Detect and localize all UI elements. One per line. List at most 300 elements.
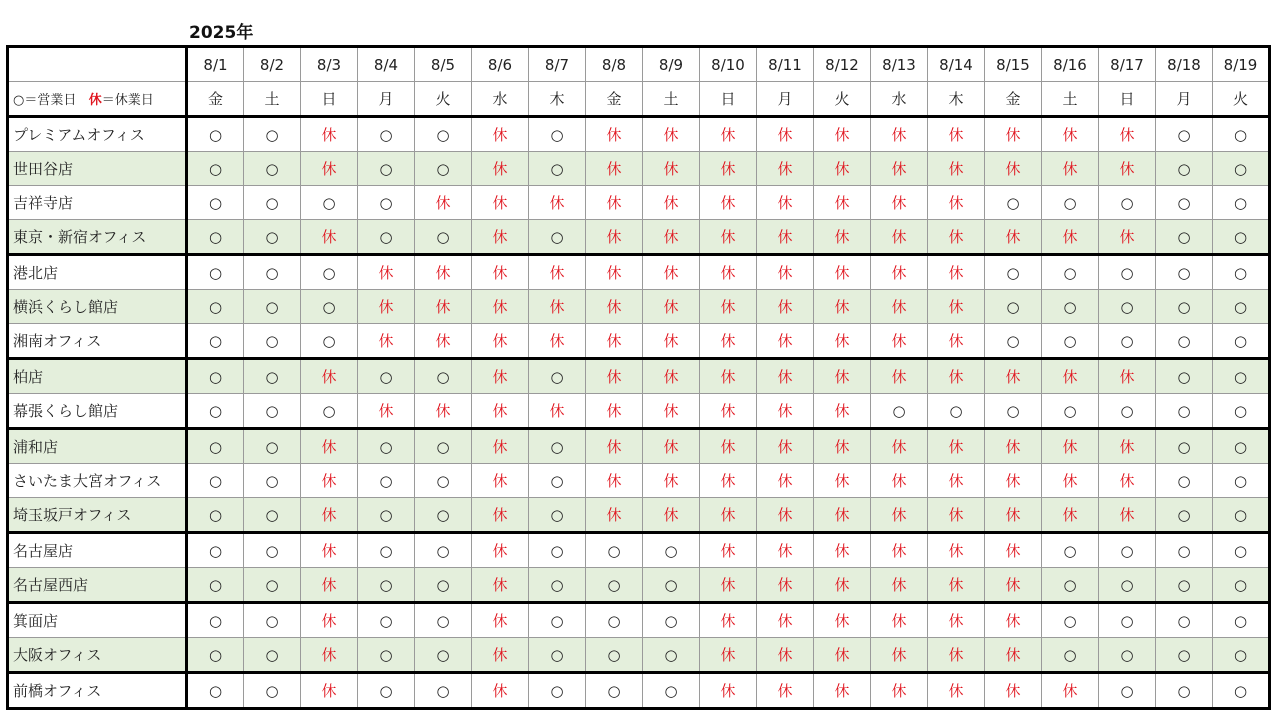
closed-day-cell: 休 <box>814 359 871 394</box>
weekday-header: 日 <box>700 82 757 117</box>
closed-day-cell: 休 <box>301 638 358 673</box>
open-day-cell: ○ <box>187 568 244 603</box>
closed-day-cell: 休 <box>472 533 529 568</box>
office-row <box>8 220 1270 255</box>
closed-day-cell: 休 <box>928 464 985 498</box>
closed-day-cell: 休 <box>472 429 529 464</box>
closed-day-cell: 休 <box>814 394 871 429</box>
closed-day-cell: 休 <box>928 429 985 464</box>
weekday-header: 木 <box>529 82 586 117</box>
closed-day-cell: 休 <box>871 498 928 533</box>
open-day-cell: ○ <box>187 152 244 186</box>
closed-day-cell: 休 <box>700 533 757 568</box>
closed-day-cell: 休 <box>529 324 586 359</box>
closed-day-cell: 休 <box>700 220 757 255</box>
closed-day-cell: 休 <box>643 394 700 429</box>
weekday-header: 日 <box>1099 82 1156 117</box>
closed-day-cell: 休 <box>700 324 757 359</box>
closed-day-cell: 休 <box>301 152 358 186</box>
closed-day-cell: 休 <box>814 324 871 359</box>
open-day-cell: ○ <box>586 638 643 673</box>
open-day-cell: ○ <box>244 638 301 673</box>
closed-day-cell: 休 <box>301 533 358 568</box>
closed-day-cell: 休 <box>985 568 1042 603</box>
open-day-cell: ○ <box>1042 603 1099 638</box>
closed-day-cell: 休 <box>529 255 586 290</box>
date-header: 8/10 <box>700 47 757 82</box>
closed-day-cell: 休 <box>985 152 1042 186</box>
open-day-cell: ○ <box>358 603 415 638</box>
weekday-header: 日 <box>301 82 358 117</box>
closed-day-cell: 休 <box>871 429 928 464</box>
closed-day-cell: 休 <box>757 117 814 152</box>
open-day-cell: ○ <box>1156 152 1213 186</box>
closed-day-cell: 休 <box>757 359 814 394</box>
closed-day-cell: 休 <box>358 324 415 359</box>
date-header: 8/6 <box>472 47 529 82</box>
closed-day-cell: 休 <box>928 638 985 673</box>
open-day-cell: ○ <box>358 152 415 186</box>
open-day-cell: ○ <box>415 152 472 186</box>
closed-day-cell: 休 <box>301 498 358 533</box>
closed-day-cell: 休 <box>472 464 529 498</box>
open-day-cell: ○ <box>1099 533 1156 568</box>
open-day-cell: ○ <box>187 220 244 255</box>
closed-day-cell: 休 <box>1042 498 1099 533</box>
closed-day-cell: 休 <box>757 638 814 673</box>
closed-day-cell: 休 <box>529 290 586 324</box>
closed-day-cell: 休 <box>985 359 1042 394</box>
open-day-cell: ○ <box>985 290 1042 324</box>
office-name: 名古屋店 <box>8 533 187 568</box>
open-day-cell: ○ <box>643 603 700 638</box>
open-day-cell: ○ <box>187 290 244 324</box>
closed-day-cell: 休 <box>985 220 1042 255</box>
closed-day-cell: 休 <box>586 464 643 498</box>
open-day-cell: ○ <box>187 673 244 709</box>
open-day-cell: ○ <box>301 324 358 359</box>
open-day-cell: ○ <box>187 498 244 533</box>
open-day-cell: ○ <box>415 673 472 709</box>
open-day-cell: ○ <box>358 359 415 394</box>
closed-day-cell: 休 <box>700 290 757 324</box>
open-day-cell: ○ <box>928 394 985 429</box>
closed-day-cell: 休 <box>928 324 985 359</box>
closed-day-cell: 休 <box>1042 152 1099 186</box>
closed-day-cell: 休 <box>1042 429 1099 464</box>
closed-day-cell: 休 <box>472 152 529 186</box>
closed-day-cell: 休 <box>814 568 871 603</box>
closed-day-cell: 休 <box>871 533 928 568</box>
closed-day-cell: 休 <box>358 394 415 429</box>
open-day-cell: ○ <box>529 429 586 464</box>
open-day-cell: ○ <box>1099 186 1156 220</box>
open-day-cell: ○ <box>529 117 586 152</box>
closed-day-cell: 休 <box>928 359 985 394</box>
closed-day-cell: 休 <box>472 186 529 220</box>
open-day-cell: ○ <box>1213 324 1270 359</box>
open-day-cell: ○ <box>1213 359 1270 394</box>
office-row <box>8 290 1270 324</box>
closed-day-cell: 休 <box>700 117 757 152</box>
legend-open: ○＝営業日 <box>13 93 77 108</box>
open-day-cell: ○ <box>358 638 415 673</box>
office-row <box>8 186 1270 220</box>
closed-day-cell: 休 <box>757 255 814 290</box>
closed-day-cell: 休 <box>928 290 985 324</box>
closed-day-cell: 休 <box>301 464 358 498</box>
open-day-cell: ○ <box>1213 186 1270 220</box>
closed-day-cell: 休 <box>700 673 757 709</box>
closed-day-cell: 休 <box>1099 220 1156 255</box>
closed-day-cell: 休 <box>757 324 814 359</box>
closed-day-cell: 休 <box>985 464 1042 498</box>
office-name: 柏店 <box>8 359 187 394</box>
open-day-cell: ○ <box>1042 255 1099 290</box>
open-day-cell: ○ <box>358 464 415 498</box>
date-header: 8/9 <box>643 47 700 82</box>
office-name: さいたま大宮オフィス <box>8 464 187 498</box>
open-day-cell: ○ <box>358 533 415 568</box>
weekday-header: 月 <box>757 82 814 117</box>
closed-day-cell: 休 <box>814 255 871 290</box>
office-row <box>8 394 1270 429</box>
office-name: 横浜くらし館店 <box>8 290 187 324</box>
closed-day-cell: 休 <box>928 568 985 603</box>
closed-day-cell: 休 <box>757 394 814 429</box>
closed-day-cell: 休 <box>586 498 643 533</box>
open-day-cell: ○ <box>1156 290 1213 324</box>
open-day-cell: ○ <box>985 324 1042 359</box>
closed-day-cell: 休 <box>757 603 814 638</box>
office-row <box>8 255 1270 290</box>
closed-day-cell: 休 <box>472 117 529 152</box>
weekday-header: 金 <box>586 82 643 117</box>
open-day-cell: ○ <box>529 498 586 533</box>
office-name: 湘南オフィス <box>8 324 187 359</box>
office-row <box>8 638 1270 673</box>
closed-day-cell: 休 <box>985 638 1042 673</box>
open-day-cell: ○ <box>1099 603 1156 638</box>
closed-day-cell: 休 <box>757 673 814 709</box>
open-day-cell: ○ <box>358 673 415 709</box>
open-day-cell: ○ <box>985 255 1042 290</box>
weekday-header: 土 <box>244 82 301 117</box>
open-day-cell: ○ <box>985 186 1042 220</box>
open-day-cell: ○ <box>1213 429 1270 464</box>
closed-day-cell: 休 <box>358 290 415 324</box>
closed-day-cell: 休 <box>643 498 700 533</box>
closed-day-cell: 休 <box>1042 673 1099 709</box>
open-day-cell: ○ <box>1042 638 1099 673</box>
closed-day-cell: 休 <box>1042 117 1099 152</box>
legend-closed-text: ＝休業日 <box>101 93 154 108</box>
closed-day-cell: 休 <box>700 464 757 498</box>
open-day-cell: ○ <box>529 673 586 709</box>
date-header: 8/14 <box>928 47 985 82</box>
weekday-header: 水 <box>472 82 529 117</box>
office-name: 港北店 <box>8 255 187 290</box>
office-row <box>8 498 1270 533</box>
weekday-header: 土 <box>643 82 700 117</box>
closed-day-cell: 休 <box>586 255 643 290</box>
closed-day-cell: 休 <box>472 290 529 324</box>
closed-day-cell: 休 <box>643 464 700 498</box>
open-day-cell: ○ <box>1042 186 1099 220</box>
closed-day-cell: 休 <box>643 290 700 324</box>
closed-day-cell: 休 <box>1099 464 1156 498</box>
open-day-cell: ○ <box>1099 255 1156 290</box>
holiday-schedule-table <box>6 45 1271 710</box>
closed-day-cell: 休 <box>643 429 700 464</box>
closed-day-cell: 休 <box>871 186 928 220</box>
open-day-cell: ○ <box>529 533 586 568</box>
open-day-cell: ○ <box>586 603 643 638</box>
open-day-cell: ○ <box>529 220 586 255</box>
closed-day-cell: 休 <box>871 603 928 638</box>
open-day-cell: ○ <box>244 568 301 603</box>
office-row <box>8 152 1270 186</box>
closed-day-cell: 休 <box>700 429 757 464</box>
closed-day-cell: 休 <box>586 394 643 429</box>
date-header: 8/5 <box>415 47 472 82</box>
closed-day-cell: 休 <box>757 533 814 568</box>
closed-day-cell: 休 <box>586 186 643 220</box>
open-day-cell: ○ <box>1213 533 1270 568</box>
open-day-cell: ○ <box>1213 152 1270 186</box>
closed-day-cell: 休 <box>700 603 757 638</box>
open-day-cell: ○ <box>358 429 415 464</box>
closed-day-cell: 休 <box>586 152 643 186</box>
closed-day-cell: 休 <box>928 533 985 568</box>
closed-day-cell: 休 <box>814 220 871 255</box>
open-day-cell: ○ <box>1099 568 1156 603</box>
legend <box>8 82 187 117</box>
open-day-cell: ○ <box>1213 638 1270 673</box>
open-day-cell: ○ <box>1213 603 1270 638</box>
open-day-cell: ○ <box>1156 429 1213 464</box>
open-day-cell: ○ <box>415 220 472 255</box>
open-day-cell: ○ <box>1156 394 1213 429</box>
closed-day-cell: 休 <box>1099 117 1156 152</box>
closed-day-cell: 休 <box>643 117 700 152</box>
office-row <box>8 117 1270 152</box>
open-day-cell: ○ <box>244 533 301 568</box>
open-day-cell: ○ <box>529 152 586 186</box>
closed-day-cell: 休 <box>301 568 358 603</box>
open-day-cell: ○ <box>643 568 700 603</box>
office-name: 名古屋西店 <box>8 568 187 603</box>
office-name: 前橋オフィス <box>8 673 187 709</box>
date-header: 8/16 <box>1042 47 1099 82</box>
closed-day-cell: 休 <box>415 290 472 324</box>
open-day-cell: ○ <box>187 464 244 498</box>
closed-day-cell: 休 <box>871 464 928 498</box>
open-day-cell: ○ <box>529 638 586 673</box>
closed-day-cell: 休 <box>814 673 871 709</box>
weekday-header: 火 <box>1213 82 1270 117</box>
open-day-cell: ○ <box>415 429 472 464</box>
closed-day-cell: 休 <box>871 117 928 152</box>
closed-day-cell: 休 <box>1099 498 1156 533</box>
closed-day-cell: 休 <box>301 603 358 638</box>
closed-day-cell: 休 <box>586 220 643 255</box>
open-day-cell: ○ <box>187 533 244 568</box>
open-day-cell: ○ <box>301 290 358 324</box>
open-day-cell: ○ <box>1156 186 1213 220</box>
open-day-cell: ○ <box>1213 255 1270 290</box>
date-header: 8/13 <box>871 47 928 82</box>
closed-day-cell: 休 <box>472 359 529 394</box>
open-day-cell: ○ <box>529 464 586 498</box>
open-day-cell: ○ <box>1213 673 1270 709</box>
closed-day-cell: 休 <box>700 568 757 603</box>
date-header: 8/19 <box>1213 47 1270 82</box>
closed-day-cell: 休 <box>700 498 757 533</box>
legend-closed-symbol: 休 <box>88 93 102 108</box>
closed-day-cell: 休 <box>928 220 985 255</box>
closed-day-cell: 休 <box>301 673 358 709</box>
closed-day-cell: 休 <box>415 255 472 290</box>
closed-day-cell: 休 <box>814 603 871 638</box>
open-day-cell: ○ <box>187 117 244 152</box>
closed-day-cell: 休 <box>871 638 928 673</box>
open-day-cell: ○ <box>358 186 415 220</box>
closed-day-cell: 休 <box>586 324 643 359</box>
open-day-cell: ○ <box>187 638 244 673</box>
closed-day-cell: 休 <box>301 359 358 394</box>
office-name: 東京・新宿オフィス <box>8 220 187 255</box>
office-row <box>8 568 1270 603</box>
open-day-cell: ○ <box>643 638 700 673</box>
open-day-cell: ○ <box>1099 324 1156 359</box>
closed-day-cell: 休 <box>871 290 928 324</box>
closed-day-cell: 休 <box>472 255 529 290</box>
closed-day-cell: 休 <box>985 673 1042 709</box>
office-row <box>8 464 1270 498</box>
weekday-header: 木 <box>928 82 985 117</box>
open-day-cell: ○ <box>1099 290 1156 324</box>
closed-day-cell: 休 <box>757 152 814 186</box>
open-day-cell: ○ <box>244 290 301 324</box>
open-day-cell: ○ <box>1156 568 1213 603</box>
open-day-cell: ○ <box>586 673 643 709</box>
open-day-cell: ○ <box>187 186 244 220</box>
closed-day-cell: 休 <box>871 152 928 186</box>
open-day-cell: ○ <box>871 394 928 429</box>
closed-day-cell: 休 <box>472 603 529 638</box>
open-day-cell: ○ <box>244 673 301 709</box>
open-day-cell: ○ <box>244 498 301 533</box>
open-day-cell: ○ <box>1156 464 1213 498</box>
office-name: 浦和店 <box>8 429 187 464</box>
closed-day-cell: 休 <box>928 255 985 290</box>
open-day-cell: ○ <box>415 603 472 638</box>
date-header: 8/8 <box>586 47 643 82</box>
open-day-cell: ○ <box>244 394 301 429</box>
closed-day-cell: 休 <box>643 255 700 290</box>
date-header: 8/1 <box>187 47 244 82</box>
closed-day-cell: 休 <box>415 186 472 220</box>
open-day-cell: ○ <box>643 533 700 568</box>
open-day-cell: ○ <box>244 220 301 255</box>
year-title: 2025年 <box>189 23 254 43</box>
office-name: 幕張くらし館店 <box>8 394 187 429</box>
closed-day-cell: 休 <box>871 324 928 359</box>
closed-day-cell: 休 <box>985 603 1042 638</box>
closed-day-cell: 休 <box>700 394 757 429</box>
closed-day-cell: 休 <box>814 429 871 464</box>
closed-day-cell: 休 <box>301 220 358 255</box>
open-day-cell: ○ <box>415 533 472 568</box>
open-day-cell: ○ <box>187 255 244 290</box>
closed-day-cell: 休 <box>700 186 757 220</box>
date-header: 8/11 <box>757 47 814 82</box>
weekday-header: 金 <box>985 82 1042 117</box>
open-day-cell: ○ <box>358 117 415 152</box>
open-day-cell: ○ <box>586 568 643 603</box>
open-day-cell: ○ <box>1156 324 1213 359</box>
closed-day-cell: 休 <box>985 498 1042 533</box>
closed-day-cell: 休 <box>1042 220 1099 255</box>
open-day-cell: ○ <box>1099 673 1156 709</box>
open-day-cell: ○ <box>1213 290 1270 324</box>
office-row <box>8 359 1270 394</box>
closed-day-cell: 休 <box>529 186 586 220</box>
closed-day-cell: 休 <box>415 394 472 429</box>
open-day-cell: ○ <box>1156 498 1213 533</box>
closed-day-cell: 休 <box>643 186 700 220</box>
open-day-cell: ○ <box>358 220 415 255</box>
closed-day-cell: 休 <box>586 290 643 324</box>
weekday-header: 月 <box>358 82 415 117</box>
office-row <box>8 429 1270 464</box>
open-day-cell: ○ <box>244 324 301 359</box>
open-day-cell: ○ <box>1042 324 1099 359</box>
open-day-cell: ○ <box>1213 568 1270 603</box>
closed-day-cell: 休 <box>928 673 985 709</box>
open-day-cell: ○ <box>187 603 244 638</box>
closed-day-cell: 休 <box>757 186 814 220</box>
weekday-header-row <box>8 82 1270 117</box>
open-day-cell: ○ <box>415 568 472 603</box>
open-day-cell: ○ <box>301 255 358 290</box>
open-day-cell: ○ <box>187 359 244 394</box>
closed-day-cell: 休 <box>586 117 643 152</box>
closed-day-cell: 休 <box>472 638 529 673</box>
open-day-cell: ○ <box>529 359 586 394</box>
closed-day-cell: 休 <box>529 394 586 429</box>
weekday-header: 火 <box>814 82 871 117</box>
open-day-cell: ○ <box>1213 394 1270 429</box>
header-corner <box>8 47 187 82</box>
open-day-cell: ○ <box>415 359 472 394</box>
closed-day-cell: 休 <box>985 117 1042 152</box>
open-day-cell: ○ <box>1156 359 1213 394</box>
open-day-cell: ○ <box>1156 638 1213 673</box>
closed-day-cell: 休 <box>814 152 871 186</box>
open-day-cell: ○ <box>1042 290 1099 324</box>
closed-day-cell: 休 <box>928 152 985 186</box>
closed-day-cell: 休 <box>472 673 529 709</box>
closed-day-cell: 休 <box>814 290 871 324</box>
closed-day-cell: 休 <box>1042 464 1099 498</box>
office-name: 箕面店 <box>8 603 187 638</box>
closed-day-cell: 休 <box>814 117 871 152</box>
open-day-cell: ○ <box>1156 117 1213 152</box>
weekday-header: 水 <box>871 82 928 117</box>
closed-day-cell: 休 <box>700 152 757 186</box>
